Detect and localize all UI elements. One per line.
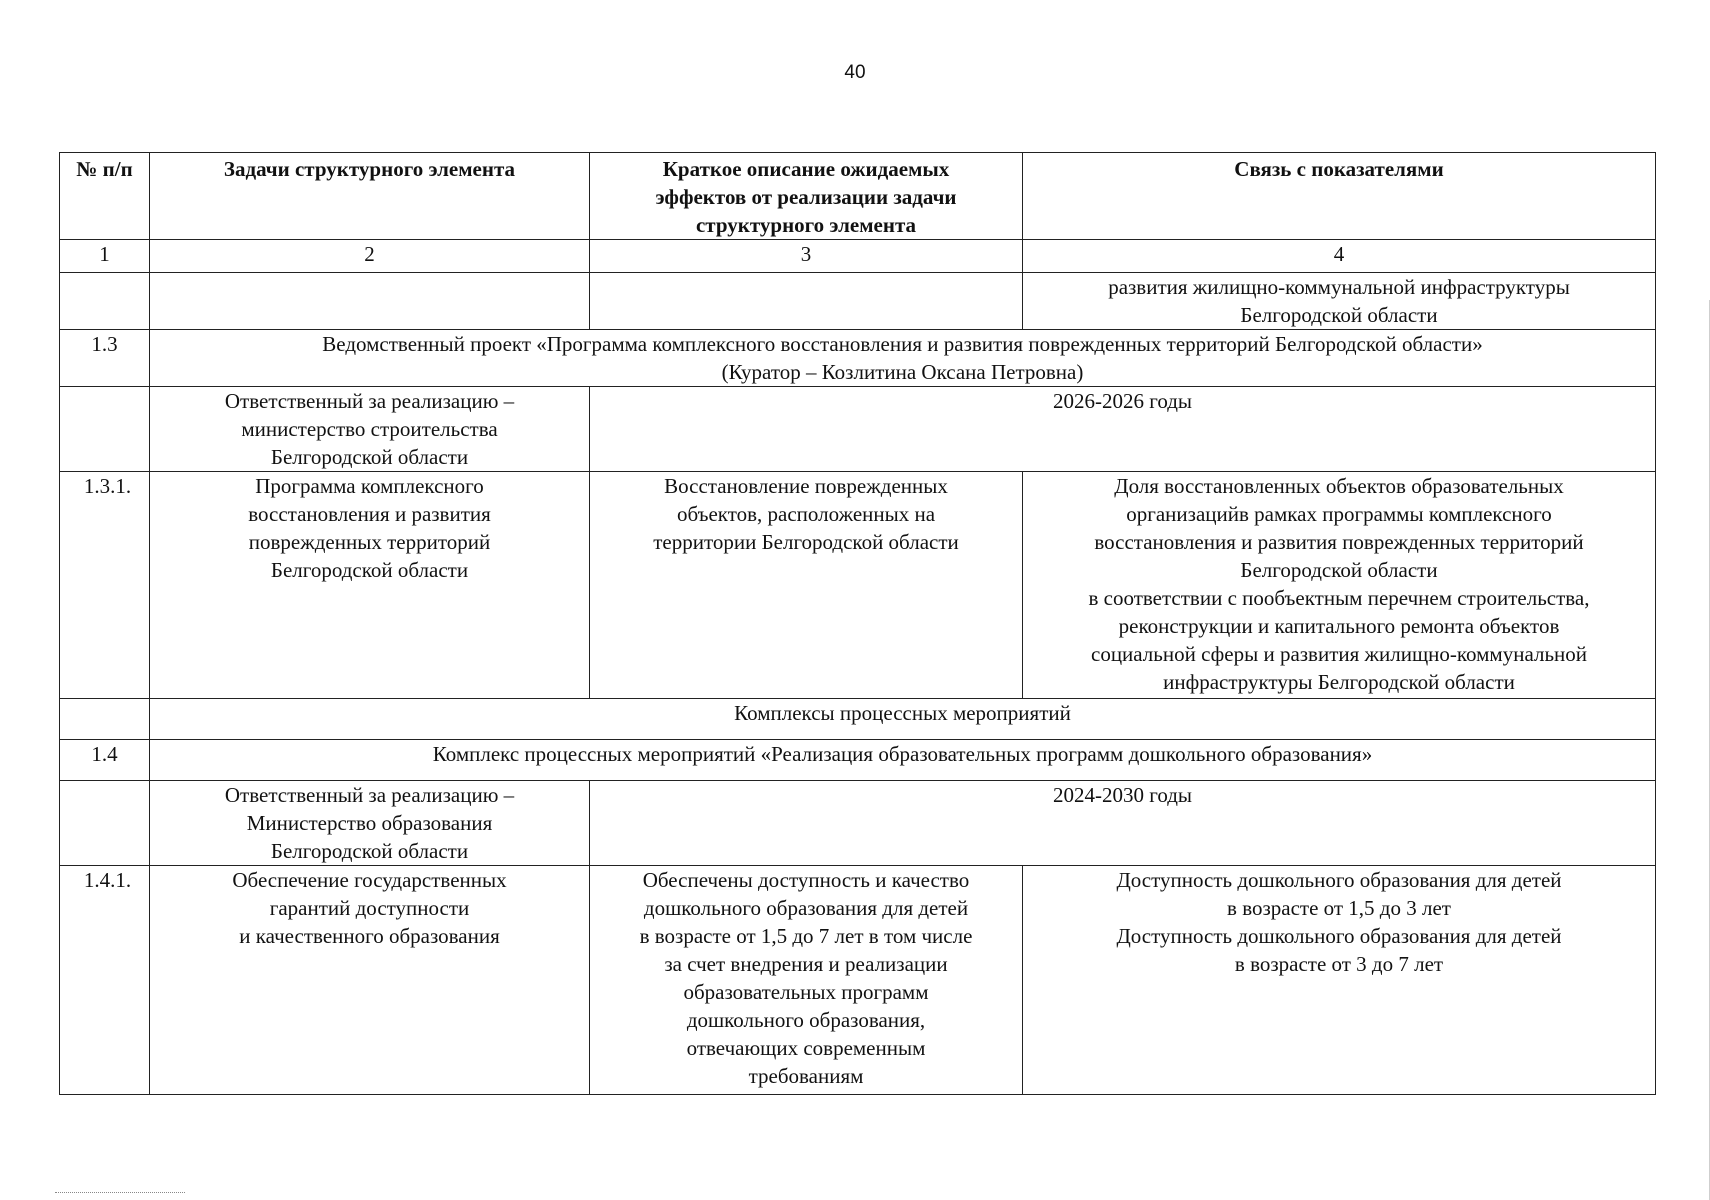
header-effects-line: эффектов от реализации задачи bbox=[655, 185, 957, 209]
section-title-line: (Куратор – Козлитина Оксана Петровна) bbox=[721, 360, 1084, 384]
section-row-1-4 bbox=[60, 740, 1656, 781]
text-line: восстановления и развития поврежденных территорий bbox=[1094, 530, 1584, 554]
text-line: Белгородской области bbox=[270, 839, 469, 863]
effect-cell bbox=[590, 866, 1023, 1095]
text-line: социальной сферы и развития жилищно-коммунальной bbox=[1091, 642, 1587, 666]
text-line: Доля восстановленных объектов образовательных bbox=[1114, 474, 1564, 498]
responsible-cell bbox=[150, 387, 590, 472]
row-number: 1.3.1. bbox=[60, 472, 150, 699]
page-number: 40 bbox=[844, 62, 866, 83]
header-effects-line: Краткое описание ожидаемых bbox=[662, 157, 950, 181]
task-cell bbox=[150, 472, 590, 699]
text-line: Программа комплексного bbox=[255, 474, 484, 498]
text-line: развития жилищно-коммунальной инфраструктуры bbox=[1108, 275, 1570, 299]
text-line: дошкольного образования для детей bbox=[643, 896, 969, 920]
text-line: Обеспечены доступность и качество bbox=[642, 868, 970, 892]
table-row-1-4-1 bbox=[60, 866, 1656, 1095]
section-title bbox=[150, 330, 1656, 387]
text-line: образовательных программ bbox=[683, 980, 929, 1004]
header-effects bbox=[590, 153, 1023, 240]
text-line: в возрасте от 1,5 до 7 лет в том числе bbox=[639, 924, 973, 948]
text-line: за счет внедрения и реализации bbox=[664, 952, 948, 976]
responsible-row-1-3 bbox=[60, 387, 1656, 472]
responsible-cell bbox=[150, 781, 590, 866]
continuation-indicator bbox=[1023, 273, 1656, 330]
table-header-row bbox=[60, 153, 1656, 240]
responsible-row-1-4 bbox=[60, 781, 1656, 866]
text-line: и качественного образования bbox=[239, 924, 500, 948]
row-number: 1.4.1. bbox=[60, 866, 150, 1095]
section-title: Комплекс процессных мероприятий «Реализация образовательных программ дошкольного образования» bbox=[150, 740, 1656, 781]
text-line: Доступность дошкольного образования для детей bbox=[1116, 924, 1562, 948]
period-cell: 2024-2030 годы bbox=[590, 781, 1656, 866]
text-line: Белгородской области bbox=[1240, 558, 1438, 582]
text-line: поврежденных территорий bbox=[248, 530, 491, 554]
empty-cell bbox=[60, 273, 150, 330]
section-row-1-3 bbox=[60, 330, 1656, 387]
column-number: 1 bbox=[60, 240, 150, 273]
column-number: 3 bbox=[590, 240, 1023, 273]
indicator-cell bbox=[1023, 866, 1656, 1095]
text-line: Обеспечение государственных bbox=[232, 868, 507, 892]
text-line: Белгородской области bbox=[270, 558, 469, 582]
structural-elements-table bbox=[59, 152, 1656, 1095]
table-row-1-3-1 bbox=[60, 472, 1656, 699]
empty-cell bbox=[60, 387, 150, 472]
scan-artifact bbox=[55, 1192, 185, 1195]
task-cell bbox=[150, 866, 590, 1095]
effect-cell bbox=[590, 472, 1023, 699]
column-number: 4 bbox=[1023, 240, 1656, 273]
period-cell: 2026-2026 годы bbox=[590, 387, 1656, 472]
header-tasks: Задачи структурного элемента bbox=[150, 153, 590, 240]
text-line: инфраструктуры Белгородской области bbox=[1163, 670, 1515, 694]
text-line: в возрасте от 3 до 7 лет bbox=[1234, 952, 1444, 976]
header-effects-line: структурного элемента bbox=[695, 213, 917, 237]
text-line: Доступность дошкольного образования для детей bbox=[1116, 868, 1562, 892]
text-line: гарантий доступности bbox=[269, 896, 470, 920]
text-line: организацийв рамках программы комплексного bbox=[1126, 502, 1552, 526]
text-line: территории Белгородской области bbox=[653, 530, 959, 554]
text-line: Белгородской области bbox=[270, 445, 469, 469]
text-line: восстановления и развития bbox=[248, 502, 491, 526]
text-line: реконструкции и капитального ремонта объектов bbox=[1118, 614, 1560, 638]
empty-cell bbox=[60, 699, 150, 740]
text-line: министерство строительства bbox=[241, 417, 498, 441]
text-line: в соответствии с пообъектным перечнем строительства, bbox=[1088, 586, 1590, 610]
text-line: Белгородской области bbox=[1240, 303, 1438, 327]
column-number-row bbox=[60, 240, 1656, 273]
continuation-row bbox=[60, 273, 1656, 330]
text-line: Ответственный за реализацию – bbox=[224, 783, 515, 807]
text-line: Министерство образования bbox=[246, 811, 493, 835]
text-line: в возрасте от 1,5 до 3 лет bbox=[1227, 896, 1451, 920]
text-line: Ответственный за реализацию – bbox=[224, 389, 515, 413]
header-number: № п/п bbox=[60, 153, 150, 240]
empty-cell bbox=[60, 781, 150, 866]
text-line: дошкольного образования, bbox=[686, 1008, 926, 1032]
empty-cell bbox=[590, 273, 1023, 330]
section-number: 1.3 bbox=[60, 330, 150, 387]
column-number: 2 bbox=[150, 240, 590, 273]
group-row bbox=[60, 699, 1656, 740]
empty-cell bbox=[150, 273, 590, 330]
group-label: Комплексы процессных мероприятий bbox=[150, 699, 1656, 740]
text-line: требованиям bbox=[748, 1064, 864, 1088]
section-number: 1.4 bbox=[60, 740, 150, 781]
text-line: Восстановление поврежденных bbox=[664, 474, 948, 498]
indicator-cell bbox=[1023, 472, 1656, 699]
header-indicators: Связь с показателями bbox=[1023, 153, 1656, 240]
text-line: объектов, расположенных на bbox=[676, 502, 936, 526]
section-title-line: Ведомственный проект «Программа комплексного восстановления и развития поврежденных территорий Белгородской области» bbox=[322, 332, 1483, 356]
text-line: отвечающих современным bbox=[686, 1036, 926, 1060]
